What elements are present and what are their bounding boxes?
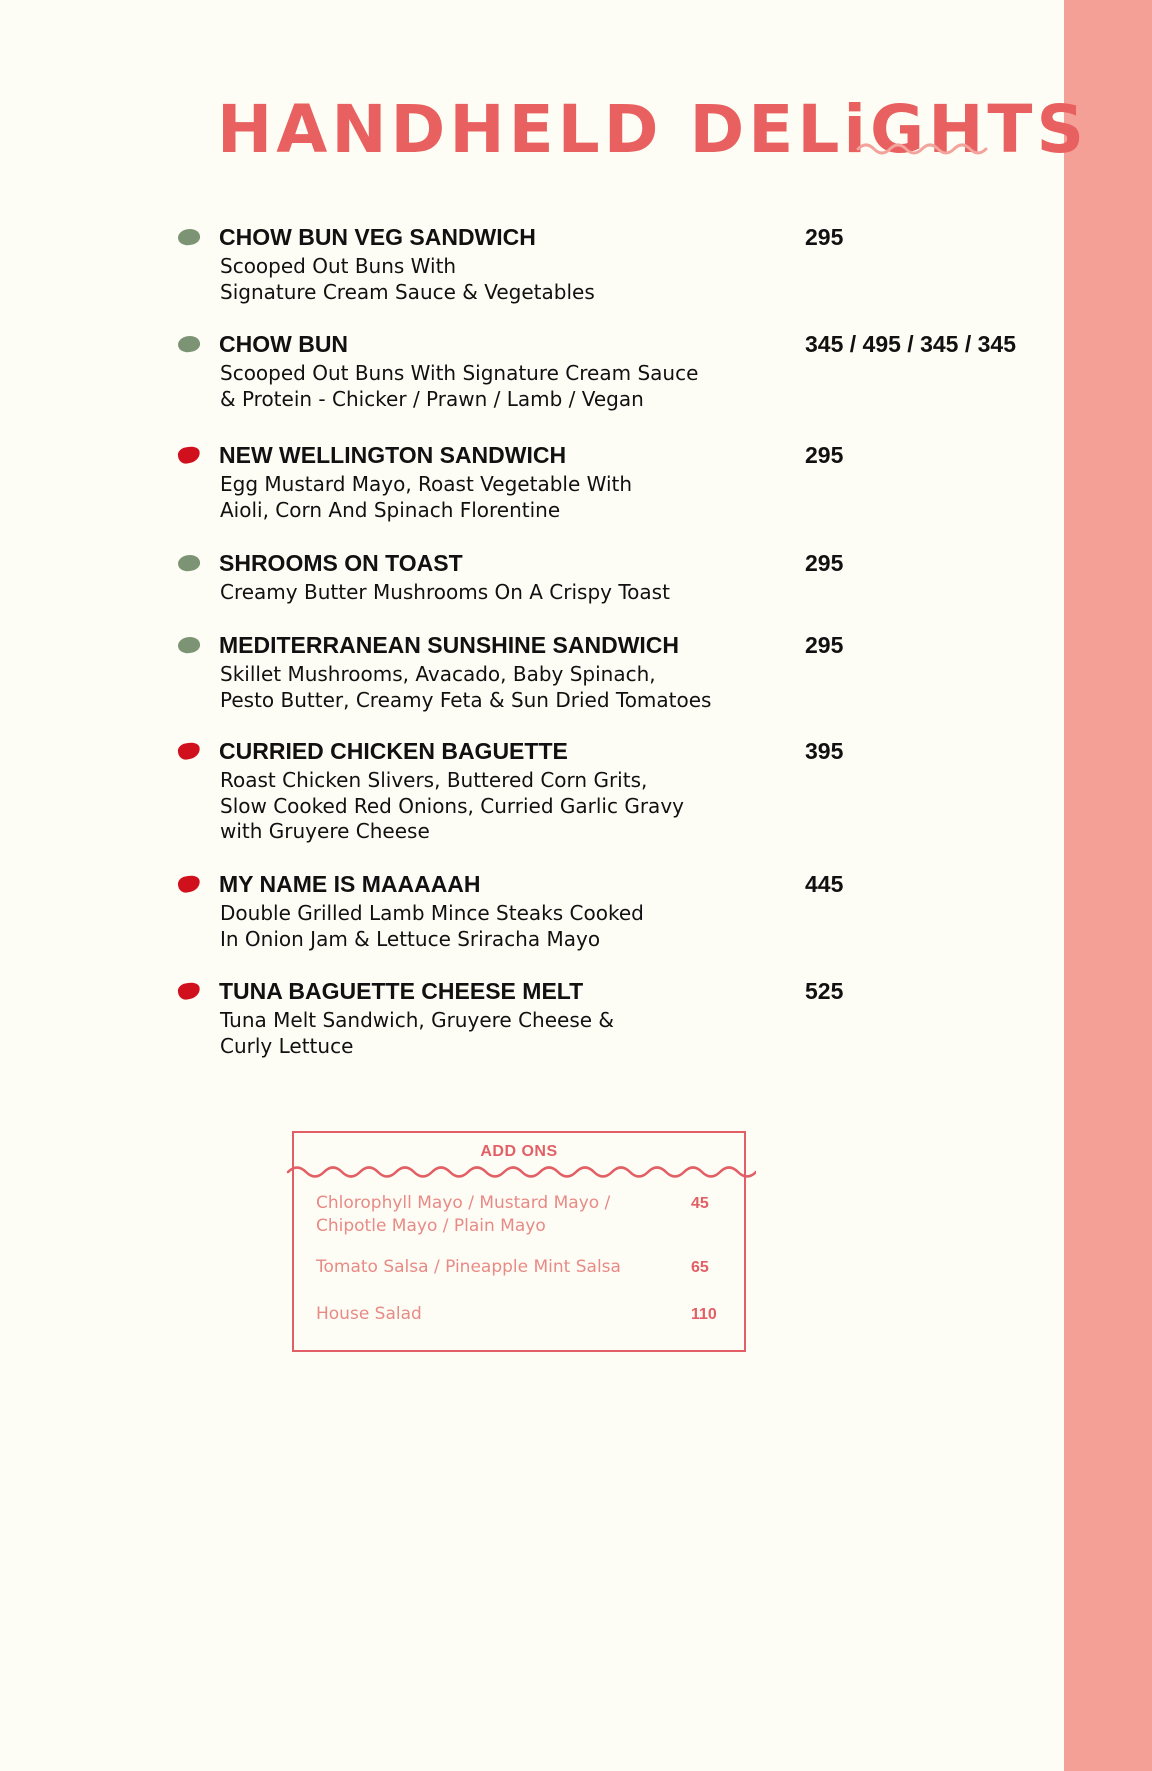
description-line: Slow Cooked Red Onions, Curried Garlic Gravy — [220, 793, 684, 818]
description-line: Skillet Mushrooms, Avacado, Baby Spinach, — [220, 662, 656, 686]
item-price: 295 — [805, 224, 844, 250]
description-line: Double Grilled Lamb Mince Steaks Cooked — [220, 901, 644, 925]
description-line: Scooped Out Buns With — [220, 254, 457, 278]
description-line: In Onion Jam & Lettuce Sriracha Mayo — [220, 926, 601, 951]
item-name: CURRIED CHICKEN BAGUETTE — [219, 738, 568, 764]
description-line: Aioli, Corn And Spinach Florentine — [220, 497, 561, 522]
item-name: CHOW BUN VEG SANDWICH — [219, 224, 536, 250]
title-wave-decoration — [856, 141, 988, 155]
item-name: CHOW BUN — [219, 331, 349, 357]
addons-wave-decoration — [286, 1164, 756, 1180]
description-line: Roast Chicken Slivers, Buttered Corn Grits, — [220, 768, 648, 792]
nonveg-marker-icon — [177, 981, 201, 1001]
item-price: 295 — [805, 632, 844, 658]
addons-box — [292, 1131, 746, 1352]
veg-marker-icon — [177, 553, 201, 573]
item-description — [220, 254, 595, 305]
nonveg-marker-icon — [177, 741, 201, 761]
item-name: MEDITERRANEAN SUNSHINE SANDWICH — [219, 632, 680, 658]
description-line: & Protein - Chicker / Prawn / Lamb / Vegan — [220, 386, 644, 411]
item-price: 295 — [805, 442, 844, 468]
description-line: with Gruyere Cheese — [220, 819, 430, 843]
item-description — [220, 361, 698, 412]
description-line: Creamy Butter Mushrooms On A Crispy Toast — [220, 580, 670, 604]
description-line: Scooped Out Buns With Signature Cream Sauce — [220, 361, 699, 385]
addons-title: ADD ONS — [480, 1143, 558, 1160]
item-description — [220, 580, 670, 606]
item-name: SHROOMS ON TOAST — [219, 550, 463, 576]
item-price: 395 — [805, 738, 844, 764]
veg-marker-icon — [177, 635, 201, 655]
item-name: MY NAME IS MAAAAAH — [219, 871, 481, 897]
item-name: NEW WELLINGTON SANDWICH — [219, 442, 567, 468]
item-price: 525 — [805, 978, 844, 1004]
description-line: Pesto Butter, Creamy Feta & Sun Dried Tomatoes — [220, 687, 712, 712]
item-name: TUNA BAGUETTE CHEESE MELT — [219, 978, 584, 1004]
addon-name — [316, 1192, 610, 1238]
addon-price: 65 — [691, 1259, 709, 1276]
description-line: Tuna Melt Sandwich, Gruyere Cheese & — [220, 1008, 614, 1032]
addon-name-line: House Salad — [316, 1304, 422, 1324]
description-line: Signature Cream Sauce & Vegetables — [220, 279, 595, 304]
addon-name-line: Chlorophyll Mayo / Mustard Mayo / — [316, 1193, 611, 1213]
addon-price: 110 — [691, 1306, 717, 1323]
addon-price: 45 — [691, 1195, 709, 1212]
description-line: Curly Lettuce — [220, 1033, 354, 1058]
decorative-side-band — [1064, 0, 1152, 1771]
nonveg-marker-icon — [177, 445, 201, 465]
veg-marker-icon — [177, 227, 201, 247]
addon-name — [316, 1303, 422, 1326]
veg-marker-icon — [177, 334, 201, 354]
addon-name-line: Chipotle Mayo / Plain Mayo — [316, 1216, 546, 1236]
description-line: Egg Mustard Mayo, Roast Vegetable With — [220, 472, 633, 496]
item-description — [220, 472, 632, 523]
addon-name-line: Tomato Salsa / Pineapple Mint Salsa — [316, 1257, 621, 1277]
item-description — [220, 662, 711, 713]
item-description — [220, 768, 684, 845]
addon-name — [316, 1256, 621, 1279]
item-description — [220, 1008, 614, 1059]
item-price: 295 — [805, 550, 844, 576]
item-description — [220, 901, 644, 952]
item-price: 445 — [805, 871, 844, 897]
nonveg-marker-icon — [177, 874, 201, 894]
page-title: HANDHELD DELiGHTS — [217, 91, 1088, 168]
item-price: 345 / 495 / 345 / 345 — [805, 331, 1017, 357]
